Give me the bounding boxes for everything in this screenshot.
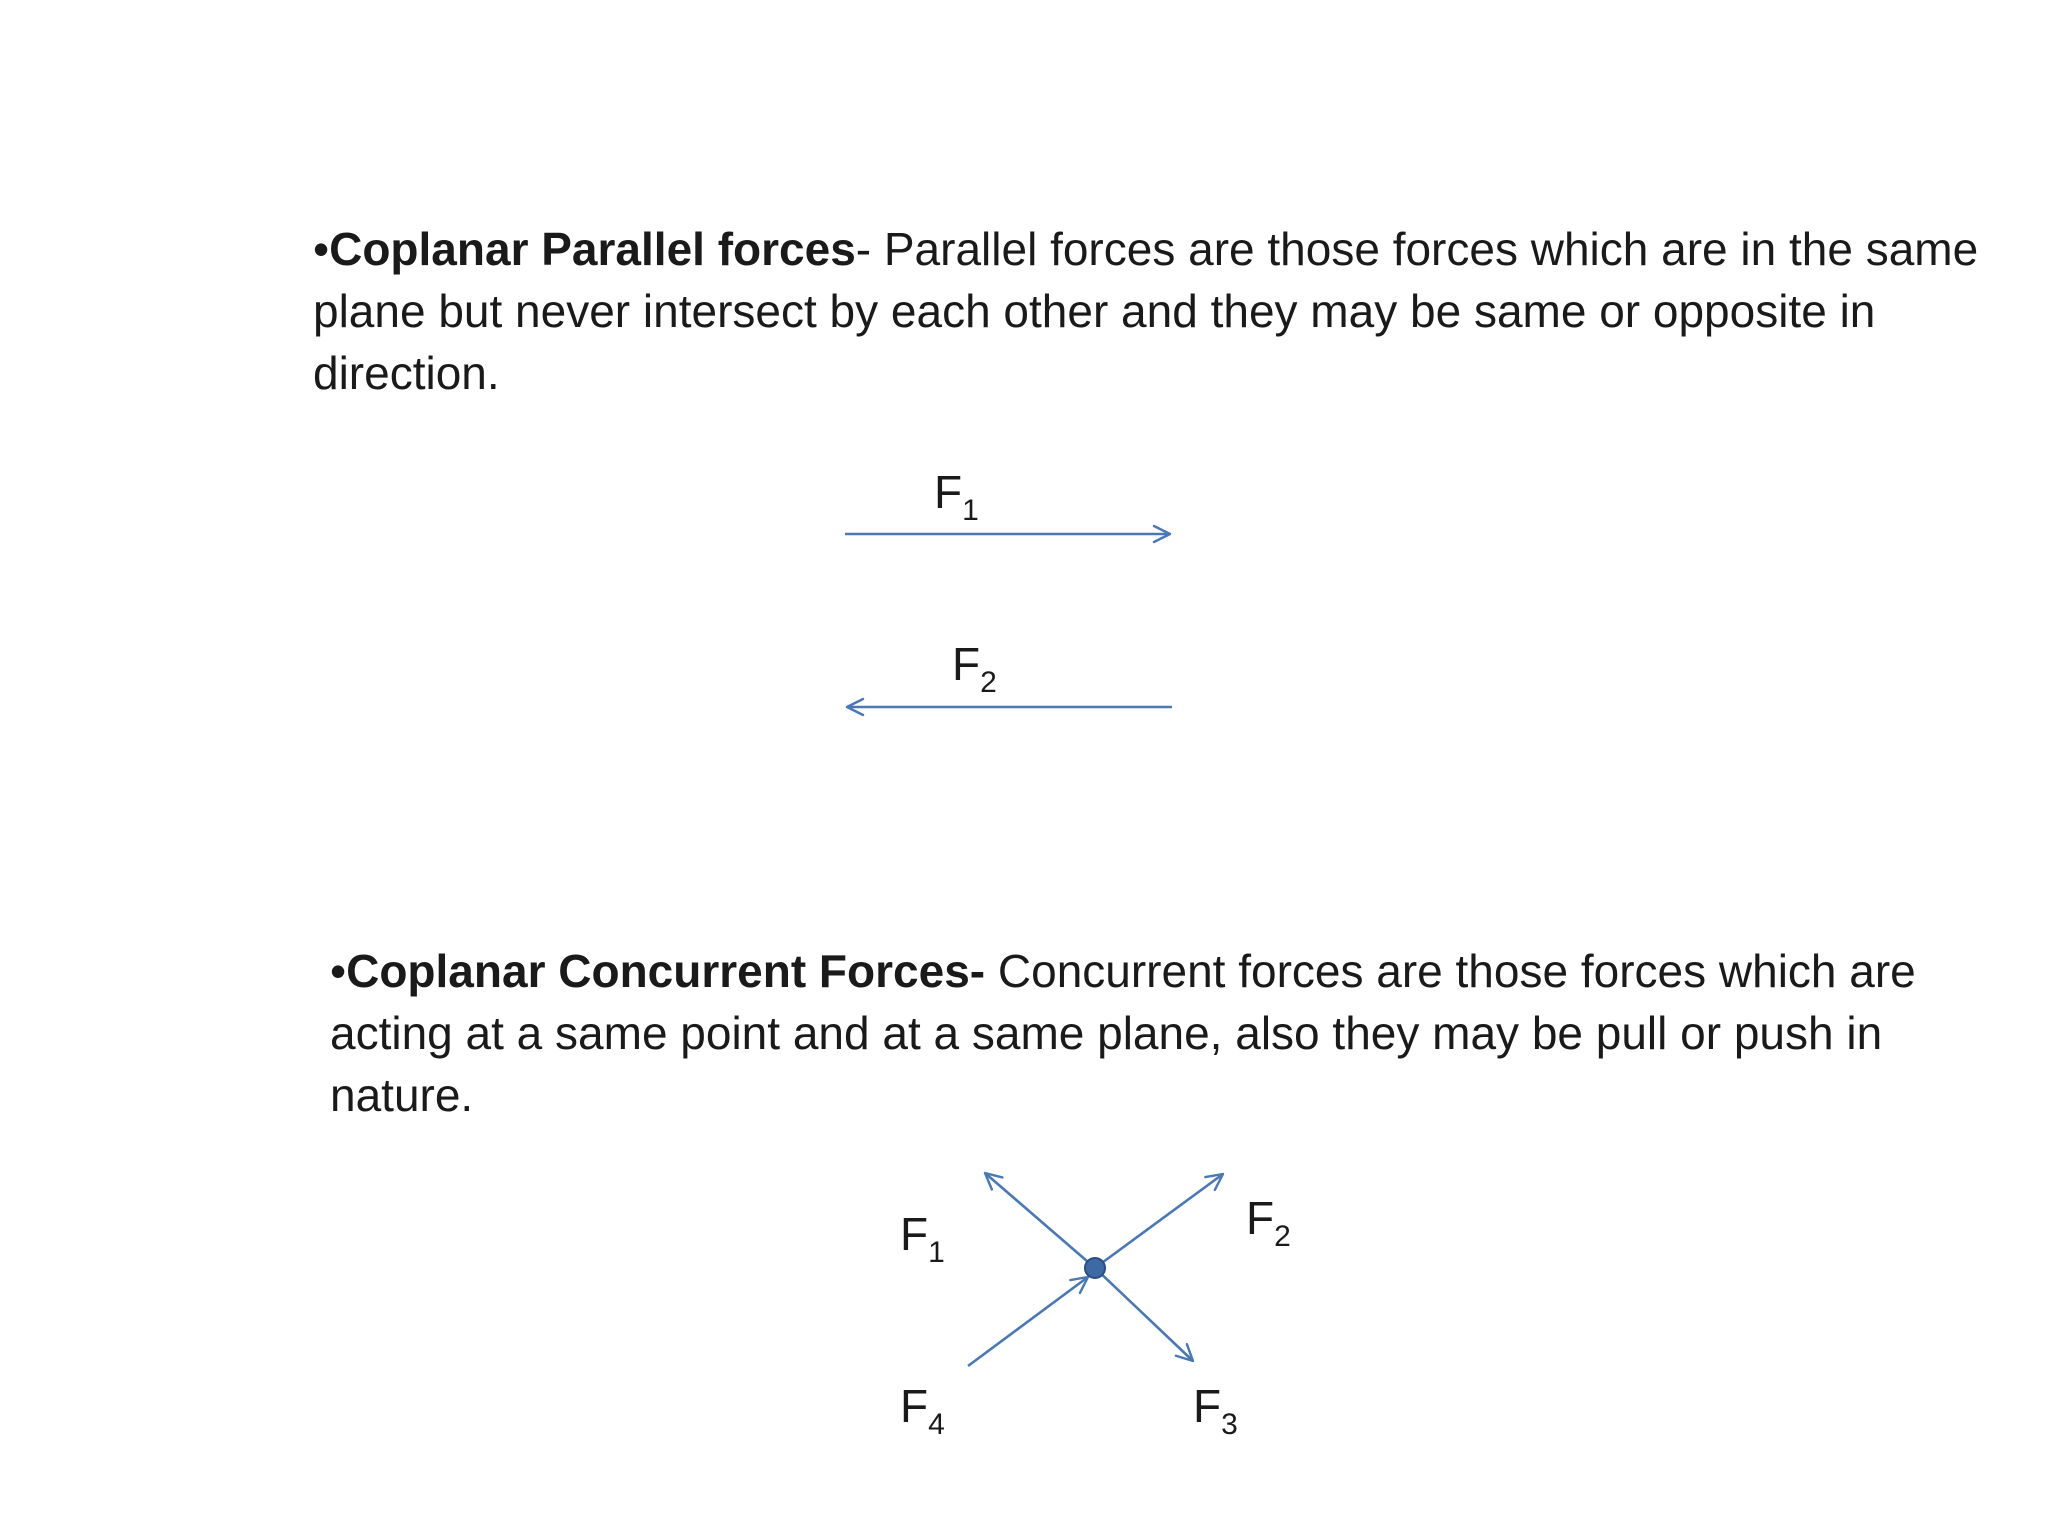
force-f1-label: $F_1$ [900, 1208, 945, 1269]
parallel-forces-diagram [845, 466, 1172, 707]
concurrent-forces-definition: Concurrent forces are those forces which are acting at a same point and at a same plane, also they may be pull or push in nature. [330, 945, 1916, 1121]
parallel-forces-heading: Coplanar Parallel forces [329, 223, 856, 275]
force-f1-arrow [985, 1173, 1095, 1268]
parallel-forces-definition: - Parallel forces are those forces which are in the same plane but never intersect by each other and they may be same or opposite in direction. [313, 223, 1979, 399]
concurrent-forces-diagram [900, 1173, 1291, 1441]
force-f2-label: $F_2$ [952, 638, 997, 699]
bullet: • [313, 223, 330, 275]
force-f4-label: $F_4$ [900, 1380, 945, 1441]
force-f2-arrow [1095, 1174, 1223, 1268]
force-f3-label: $F_3$ [1193, 1380, 1238, 1441]
force-f1-label: $F_1$ [934, 466, 979, 527]
force-f4-arrow [968, 1277, 1088, 1366]
force-f2-label: $F_2$ [1246, 1192, 1291, 1253]
force-f3-arrow [1095, 1268, 1193, 1361]
bullet: • [330, 945, 347, 997]
concurrent-forces-paragraph [330, 940, 1970, 1126]
concurrency-point [1085, 1258, 1105, 1278]
concurrent-forces-heading: Coplanar Concurrent Forces- [346, 945, 986, 997]
parallel-forces-paragraph [313, 218, 1993, 404]
